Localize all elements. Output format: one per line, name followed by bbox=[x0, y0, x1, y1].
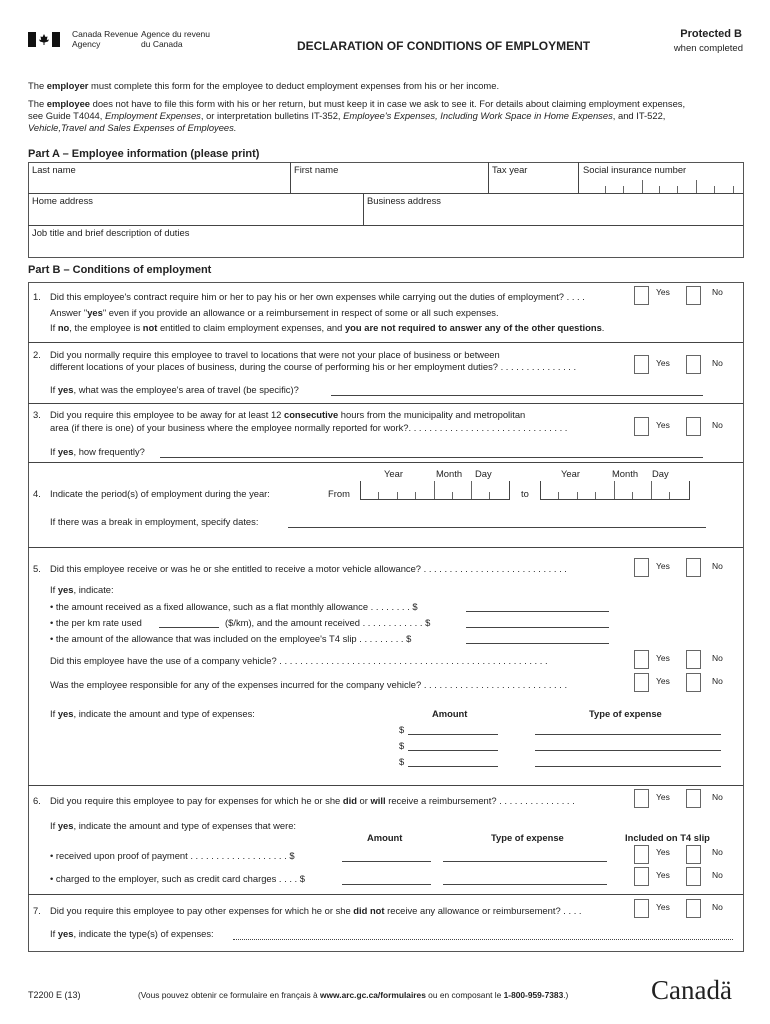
divider bbox=[28, 547, 743, 548]
vehicle-expense-amount-input-2[interactable] bbox=[408, 750, 498, 751]
q1-no-checkbox[interactable] bbox=[686, 286, 701, 305]
charged-amount-input[interactable] bbox=[342, 884, 431, 885]
yes-label: Yes bbox=[656, 561, 670, 571]
dollar-sign: $ bbox=[399, 740, 405, 751]
q5-number: 5. bbox=[33, 563, 41, 574]
q4-break-label: If there was a break in employment, specify dates: bbox=[50, 516, 259, 527]
when-completed-label: when completed bbox=[673, 43, 743, 54]
agency-en-line1: Canada Revenue bbox=[72, 29, 139, 39]
t: , the employee is bbox=[69, 322, 143, 333]
no-label: No bbox=[712, 287, 723, 297]
agency-name-fr bbox=[141, 29, 210, 49]
q2-if-yes bbox=[50, 384, 299, 396]
yes-label: Yes bbox=[656, 870, 670, 880]
charged-type-input[interactable] bbox=[443, 884, 607, 885]
yes-label: Yes bbox=[656, 420, 670, 430]
no-label: No bbox=[712, 676, 723, 686]
q6-text bbox=[50, 795, 575, 807]
t: did not bbox=[353, 905, 385, 916]
t: (Vous pouvez obtenir ce formulaire en français à bbox=[138, 990, 321, 1000]
no-label: No bbox=[712, 358, 723, 368]
agency-fr-line2: du Canada bbox=[141, 39, 183, 49]
t: employee bbox=[46, 98, 91, 109]
t: consecutive bbox=[283, 409, 339, 420]
intro-employee-l2 bbox=[28, 110, 665, 122]
t: hours from the municipality and metropolitan bbox=[338, 409, 526, 420]
q5-no-checkbox[interactable] bbox=[686, 558, 701, 577]
divider bbox=[28, 225, 743, 226]
t: the amount of the allowance that was included on the employee's T4 slip . . . . . . . . . $ bbox=[55, 633, 412, 644]
last-name-field[interactable]: Last name bbox=[32, 164, 76, 175]
t: yes bbox=[57, 584, 74, 595]
t: If bbox=[50, 322, 58, 333]
no-label: No bbox=[712, 653, 723, 663]
business-address-field[interactable]: Business address bbox=[367, 195, 441, 206]
divider bbox=[28, 785, 743, 786]
proof-amount-input[interactable] bbox=[342, 861, 431, 862]
t: the per km rate used bbox=[55, 617, 142, 628]
charged-t4-no-checkbox[interactable] bbox=[686, 867, 701, 886]
sin-tick bbox=[733, 186, 734, 193]
part-b-heading: Part B – Conditions of employment bbox=[28, 264, 212, 276]
q6-bullet-1: • received upon proof of payment . . . . . . . . . . . . . . . . . . . $ bbox=[50, 850, 295, 861]
agency-en-line2: Agency bbox=[72, 39, 101, 49]
q6-no-checkbox[interactable] bbox=[686, 789, 701, 808]
t: If bbox=[50, 384, 58, 395]
q1-text: Did this employee's contract require him or her to pay his or her own expenses while carrying out the duties of employment? . . . . bbox=[50, 291, 585, 302]
t: will bbox=[370, 795, 386, 806]
q2-no-checkbox[interactable] bbox=[686, 355, 701, 374]
sin-tick bbox=[677, 186, 678, 193]
tax-year-field[interactable]: Tax year bbox=[492, 164, 528, 175]
date-tick bbox=[471, 481, 472, 499]
divider bbox=[363, 193, 364, 225]
t: see Guide T4044, bbox=[28, 110, 105, 121]
vehicle-expenses-yes-checkbox[interactable] bbox=[634, 673, 649, 692]
t: not bbox=[142, 322, 158, 333]
t: , how frequently? bbox=[73, 446, 145, 457]
t: . bbox=[601, 322, 605, 333]
amount-header: Amount bbox=[432, 708, 468, 719]
q3-no-checkbox[interactable] bbox=[686, 417, 701, 436]
q3-number: 3. bbox=[33, 409, 41, 420]
vehicle-expenses-question: Was the employee responsible for any of the expenses incurred for the company vehicle? . . . . . . . . . . . . . . . . . . . . . . . . . . . . bbox=[50, 679, 568, 690]
t: yes bbox=[57, 928, 74, 939]
t: Did you require this employee to pay for expenses for which he or she bbox=[50, 795, 343, 806]
q3-text-l2: area (if there is one) of your business where the employee normally reported for work?. . . . . . . . . . . . . . . . . . . . . . . . . . . . . . . bbox=[50, 422, 568, 433]
date-tick bbox=[434, 481, 435, 499]
divider bbox=[28, 193, 743, 194]
date-tick bbox=[595, 492, 596, 499]
to-label: to bbox=[521, 488, 529, 499]
date-tick bbox=[614, 481, 615, 499]
t: or bbox=[356, 795, 371, 806]
q6-t4-header: Included on T4 slip bbox=[625, 832, 710, 843]
dollar-sign: $ bbox=[399, 756, 405, 767]
no-label: No bbox=[712, 847, 723, 857]
company-vehicle-yes-checkbox[interactable] bbox=[634, 650, 649, 669]
type-header: Type of expense bbox=[589, 708, 662, 719]
t: yes bbox=[57, 384, 74, 395]
sin-tick bbox=[642, 180, 643, 193]
from-day-header: Day bbox=[475, 468, 492, 479]
dollar-sign: $ bbox=[399, 724, 405, 735]
t: , what was the employee's area of travel (be specific)? bbox=[73, 384, 299, 395]
vehicle-expenses-no-checkbox[interactable] bbox=[686, 673, 701, 692]
yes-label: Yes bbox=[656, 792, 670, 802]
date-tick bbox=[558, 492, 559, 499]
no-label: No bbox=[712, 420, 723, 430]
t: , or interpretation bulletins IT-352, bbox=[200, 110, 344, 121]
q6-bullet-2: • charged to the employer, such as credit card charges . . . . $ bbox=[50, 873, 305, 884]
t: If bbox=[50, 446, 58, 457]
t: Did you require this employee to be away for at least 12 bbox=[50, 409, 284, 420]
q5-bullet-2: • the per km rate used bbox=[50, 617, 142, 628]
yes-label: Yes bbox=[656, 653, 670, 663]
t: Answer " bbox=[50, 307, 88, 318]
q7-number: 7. bbox=[33, 905, 41, 916]
no-label: No bbox=[712, 902, 723, 912]
phone-number: 1-800-959-7383 bbox=[503, 990, 564, 1000]
t: employer bbox=[46, 80, 89, 91]
t: , indicate the type(s) of expenses: bbox=[73, 928, 214, 939]
t: receive any allowance or reimbursement? . . . . bbox=[384, 905, 582, 916]
q7-text bbox=[50, 905, 582, 917]
date-tick bbox=[489, 492, 490, 499]
t: entitled to claim employment expenses, and bbox=[157, 322, 345, 333]
t: " even if you provide an allowance or a reimbursement in respect of some or all such expenses. bbox=[102, 307, 499, 318]
sin-tick bbox=[623, 186, 624, 193]
per-km-rate-input[interactable] bbox=[159, 627, 219, 628]
proof-t4-yes-checkbox[interactable] bbox=[634, 845, 649, 864]
date-tick bbox=[577, 492, 578, 499]
date-tick bbox=[415, 492, 416, 499]
q7-expense-types-input[interactable] bbox=[233, 939, 733, 940]
vehicle-expense-type-input-3[interactable] bbox=[535, 766, 721, 767]
no-label: No bbox=[712, 870, 723, 880]
vehicle-expense-amount-input-1[interactable] bbox=[408, 734, 498, 735]
q5-if-yes-2 bbox=[50, 708, 255, 720]
t: did bbox=[342, 795, 357, 806]
divider bbox=[290, 162, 291, 193]
t: If bbox=[50, 584, 58, 595]
per-km-amount-input[interactable] bbox=[466, 627, 609, 628]
t: .) bbox=[563, 990, 569, 1000]
proof-type-input[interactable] bbox=[443, 861, 607, 862]
agency-name-en bbox=[72, 29, 138, 49]
intro-employee-l1 bbox=[28, 98, 685, 110]
to-date-input[interactable] bbox=[540, 481, 690, 500]
q6-number: 6. bbox=[33, 795, 41, 806]
t: yes bbox=[87, 307, 103, 318]
date-tick bbox=[651, 481, 652, 499]
q4-text: Indicate the period(s) of employment during the year: bbox=[50, 488, 270, 499]
yes-label: Yes bbox=[656, 287, 670, 297]
t4-allowance-input[interactable] bbox=[466, 643, 609, 644]
q5-bullet-1: • the amount received as a fixed allowance, such as a flat monthly allowance . . . . . . . . $ bbox=[50, 601, 418, 612]
q1-if-no bbox=[50, 322, 604, 334]
q3-yes-checkbox[interactable] bbox=[634, 417, 649, 436]
t: , and IT-522, bbox=[612, 110, 666, 121]
yes-label: Yes bbox=[656, 676, 670, 686]
to-day-header: Day bbox=[652, 468, 669, 479]
q5-if-yes bbox=[50, 584, 114, 596]
yes-label: Yes bbox=[656, 902, 670, 912]
part-a-table bbox=[28, 162, 744, 258]
q1-yes-checkbox[interactable] bbox=[634, 286, 649, 305]
canada-flag-icon bbox=[28, 32, 60, 47]
sin-tick bbox=[659, 186, 660, 193]
t: received upon proof of payment . . . . . . . . . . . . . . . . . . . $ bbox=[55, 850, 295, 861]
q2-text-l1: Did you normally require this employee to travel to locations that were not your place of business or between bbox=[50, 349, 500, 360]
divider bbox=[28, 342, 743, 343]
t: must complete this form for the employee to deduct employment expenses from his or her income. bbox=[88, 80, 500, 91]
t: , indicate the amount and type of expenses that were: bbox=[73, 820, 297, 831]
q1-note bbox=[50, 307, 499, 319]
date-tick bbox=[452, 492, 453, 499]
form-title: DECLARATION OF CONDITIONS OF EMPLOYMENT bbox=[297, 39, 591, 53]
date-tick bbox=[378, 492, 379, 499]
date-tick bbox=[632, 492, 633, 499]
q5-text: Did this employee receive or was he or she entitled to receive a motor vehicle allowance? . . . . . . . . . . . . . . . . . . . . . . . . . . . . bbox=[50, 563, 567, 574]
agency-fr-line1: Agence du revenu bbox=[141, 29, 210, 39]
q2-text-l2: different locations of your places of business, during the course of performing his or her employment duties? . . . . . . . . . . . . . . . bbox=[50, 361, 577, 372]
canada-wordmark-logo: Canadä bbox=[651, 975, 732, 1005]
no-label: No bbox=[712, 792, 723, 802]
part-a-heading: Part A – Employee information (please print) bbox=[28, 148, 260, 160]
q5-bullet-3: • the amount of the allowance that was included on the employee's T4 slip . . . . . . . . . $ bbox=[50, 633, 412, 644]
protected-label: Protected B bbox=[680, 28, 742, 40]
sin-field[interactable]: Social insurance number bbox=[583, 164, 687, 175]
t: Employment Expenses bbox=[104, 110, 201, 121]
date-tick bbox=[669, 492, 670, 499]
t: Employee's Expenses, Including Work Space in Home Expenses bbox=[343, 110, 613, 121]
t: If bbox=[50, 820, 58, 831]
sin-tick bbox=[605, 186, 606, 193]
t: ou en composant le bbox=[425, 990, 504, 1000]
q6-yes-checkbox[interactable] bbox=[634, 789, 649, 808]
first-name-field[interactable]: First name bbox=[294, 164, 339, 175]
job-title-field[interactable]: Job title and brief description of duties bbox=[32, 227, 190, 238]
q7-no-checkbox[interactable] bbox=[686, 899, 701, 918]
proof-t4-no-checkbox[interactable] bbox=[686, 845, 701, 864]
divider bbox=[28, 462, 743, 463]
t: receive a reimbursement? . . . . . . . . . . . . . . . bbox=[385, 795, 575, 806]
q5-yes-checkbox[interactable] bbox=[634, 558, 649, 577]
t: The bbox=[28, 80, 47, 91]
intro-employer bbox=[28, 80, 499, 92]
t: , indicate the amount and type of expenses: bbox=[73, 708, 255, 719]
t: yes bbox=[57, 446, 74, 457]
t: If bbox=[50, 928, 58, 939]
q6-type-header: Type of expense bbox=[491, 832, 564, 843]
form-id: T2200 E (13) bbox=[28, 990, 81, 1000]
vehicle-expense-type-input-2[interactable] bbox=[535, 750, 721, 751]
divider bbox=[28, 403, 743, 404]
t: the amount received as a fixed allowance, such as a flat monthly allowance . . . . . . . . $ bbox=[55, 601, 418, 612]
sin-tick bbox=[714, 186, 715, 193]
divider bbox=[488, 162, 489, 193]
t: yes bbox=[57, 820, 74, 831]
vehicle-expense-amount-input-3[interactable] bbox=[408, 766, 498, 767]
q4-break-dates-input[interactable] bbox=[288, 527, 706, 528]
q3-if-yes bbox=[50, 446, 145, 458]
t: you are not required to answer any of the other questions bbox=[344, 322, 602, 333]
q2-number: 2. bbox=[33, 349, 41, 360]
t: no bbox=[57, 322, 70, 333]
q7-if-yes bbox=[50, 928, 214, 940]
company-vehicle-no-checkbox[interactable] bbox=[686, 650, 701, 669]
t: Did you require this employee to pay other expenses for which he or she bbox=[50, 905, 354, 916]
charged-t4-yes-checkbox[interactable] bbox=[634, 867, 649, 886]
q3-text-l1 bbox=[50, 409, 525, 421]
q4-number: 4. bbox=[33, 488, 41, 499]
t: yes bbox=[57, 708, 74, 719]
q1-number: 1. bbox=[33, 291, 41, 302]
from-date-input[interactable] bbox=[360, 481, 510, 500]
yes-label: Yes bbox=[656, 358, 670, 368]
to-month-header: Month bbox=[612, 468, 639, 479]
q6-if-yes bbox=[50, 820, 296, 832]
t: charged to the employer, such as credit card charges . . . . $ bbox=[55, 873, 305, 884]
home-address-field[interactable]: Home address bbox=[32, 195, 93, 206]
company-vehicle-question: Did this employee have the use of a company vehicle? . . . . . . . . . . . . . . . . . . . . . . . . . . . . . . . . . . . . . . . . . . . . . . . . . . . . bbox=[50, 655, 548, 666]
sin-tick bbox=[696, 180, 697, 193]
yes-label: Yes bbox=[656, 847, 670, 857]
t: If bbox=[50, 708, 58, 719]
divider bbox=[578, 162, 579, 193]
q3-frequency-input[interactable] bbox=[160, 457, 703, 458]
french-note bbox=[138, 989, 568, 1001]
fixed-allowance-input[interactable] bbox=[466, 611, 609, 612]
to-year-header: Year bbox=[561, 468, 580, 479]
q2-yes-checkbox[interactable] bbox=[634, 355, 649, 374]
q2-area-of-travel-input[interactable] bbox=[331, 395, 703, 396]
divider bbox=[28, 894, 743, 895]
q7-yes-checkbox[interactable] bbox=[634, 899, 649, 918]
french-url-link[interactable]: www.arc.gc.ca/formulaires bbox=[320, 990, 426, 1000]
vehicle-expense-type-input-1[interactable] bbox=[535, 734, 721, 735]
t: , indicate: bbox=[73, 584, 114, 595]
q5-bullet-2b: ($/km), and the amount received . . . . . . . . . . . . $ bbox=[225, 617, 431, 628]
no-label: No bbox=[712, 561, 723, 571]
t: The bbox=[28, 98, 47, 109]
q6-amount-header: Amount bbox=[367, 832, 403, 843]
from-month-header: Month bbox=[436, 468, 463, 479]
intro-employee-l3: Vehicle,Travel and Sales Expenses of Employees. bbox=[28, 122, 237, 133]
from-label: From bbox=[328, 488, 350, 499]
t: does not have to file this form with his or her return, but must keep it in case we ask to see it. For details about claiming employment expenses, bbox=[90, 98, 686, 109]
date-tick bbox=[397, 492, 398, 499]
from-year-header: Year bbox=[384, 468, 403, 479]
